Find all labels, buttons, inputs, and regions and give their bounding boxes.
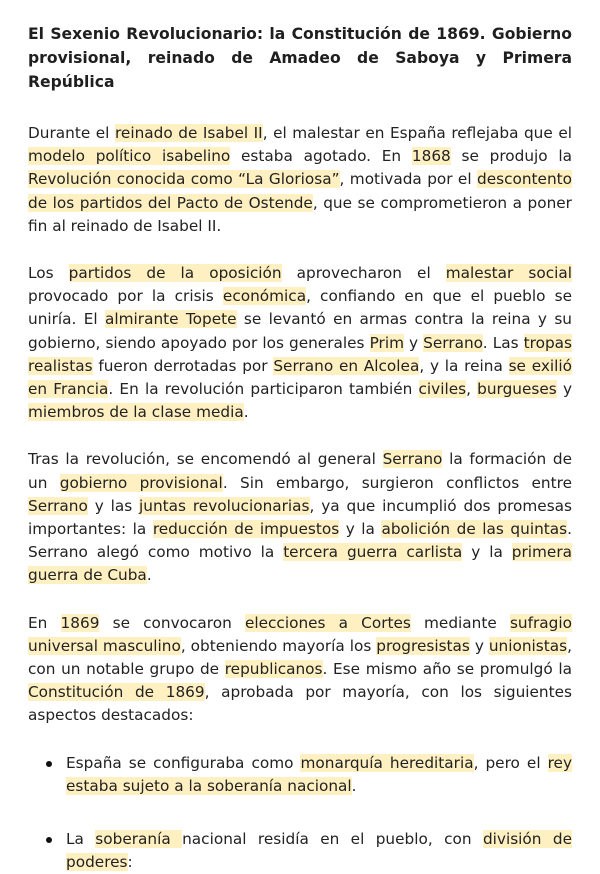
text-run: se levantó en armas contra la reina y su gobierno, siendo apoyado por los generales	[28, 310, 572, 352]
bullet-item-2	[46, 828, 572, 874]
text-run: . Ese mismo año se promulgó la	[322, 660, 572, 679]
highlighted-term: Constitución de 1869	[28, 683, 205, 702]
highlighted-term: gobierno provisional	[59, 473, 223, 492]
text-run: , con un notable grupo de	[28, 636, 572, 679]
highlighted-term: elecciones a Cortes	[244, 613, 411, 632]
text-run: aprovecharon el	[281, 264, 446, 283]
text-run: Tras la revolución, se encomendó al general	[28, 450, 383, 469]
text-run: y	[403, 333, 424, 352]
text-run: fueron derrotadas por	[92, 356, 274, 375]
highlighted-term: reducción de impuestos	[152, 520, 340, 539]
text-run: , obteniendo mayoría los	[180, 636, 377, 655]
highlighted-term: miembros de la clase media	[28, 403, 244, 422]
highlighted-term: malestar social	[445, 264, 573, 283]
highlighted-term: 1869	[60, 613, 100, 632]
paragraph-1	[28, 122, 572, 238]
paragraph-4	[28, 612, 572, 728]
text-run: provocado por la crisis	[28, 287, 223, 306]
text-run: . En la revolución participaron también	[108, 380, 419, 399]
text-run: estaba agotado. En	[230, 147, 412, 166]
text-run: España se configuraba como	[66, 753, 301, 772]
highlighted-term: abolición de las quintas	[381, 520, 568, 539]
text-run: y las	[87, 496, 140, 515]
paragraph-2	[28, 262, 572, 424]
text-run: y	[469, 636, 489, 655]
text-run: . Sin embargo, surgieron conflictos entre	[222, 473, 572, 492]
bullet-dot-icon	[46, 761, 52, 767]
highlighted-term: rey estaba sujeto a la soberanía nacional	[66, 753, 572, 795]
highlighted-term: Revolución conocida como “La Gloriosa”	[28, 170, 340, 189]
highlighted-term: modelo político isabelino	[28, 147, 231, 166]
text-run: , pero el	[473, 753, 548, 772]
highlighted-term: Serrano en Alcolea	[273, 356, 420, 375]
text-run: La	[66, 830, 96, 849]
text-run: , motivada por el	[339, 170, 477, 189]
text-run: , que se comprometieron a poner fin al reinado de Isabel II.	[28, 193, 572, 235]
highlighted-term: Serrano	[423, 333, 483, 352]
highlighted-term: burgueses	[477, 380, 557, 399]
highlighted-term: descontento de los partidos del Pacto de Ostende	[28, 170, 572, 212]
bullet-item-1	[46, 752, 572, 798]
highlighted-term: monarquía hereditaria	[300, 753, 474, 772]
text-run: .	[146, 566, 152, 585]
highlighted-term: primera guerra de Cuba	[28, 543, 573, 585]
highlighted-term: sufragio universal masculino	[28, 613, 572, 655]
document-body	[28, 122, 572, 728]
highlighted-term: partidos de la oposición	[68, 264, 282, 283]
text-run: Durante el	[28, 124, 115, 142]
text-run: . Serrano alegó como motivo la	[28, 520, 572, 562]
highlighted-term: republicanos	[224, 660, 323, 679]
highlighted-term: unionistas	[488, 636, 568, 655]
text-run: nacional residía en el pueblo, con	[182, 830, 483, 849]
bullet-dot-icon	[46, 837, 52, 843]
highlighted-term: Prim	[369, 333, 404, 352]
text-run: . Las	[482, 333, 524, 352]
text-run: .	[351, 776, 357, 795]
text-run: mediante	[410, 613, 510, 632]
text-run: , el malestar en España reflejaba que el	[262, 124, 572, 142]
text-run: y	[556, 380, 572, 399]
highlighted-term: división de poderes	[66, 830, 572, 872]
text-run: , y la reina	[419, 356, 509, 375]
highlighted-term: soberanía	[95, 830, 183, 849]
highlighted-term: civiles	[418, 380, 467, 399]
paragraph-3	[28, 448, 572, 587]
text-run: , aprobada por mayoría, con los siguientes aspectos destacados:	[28, 683, 573, 725]
text-run: , ya que incumplió dos promesas importantes: la	[28, 496, 573, 539]
text-run: y la	[339, 520, 382, 539]
text-run: y la	[462, 543, 512, 562]
highlighted-term: tercera guerra carlista	[283, 543, 463, 562]
text-run: .	[243, 403, 249, 422]
text-run: Los	[28, 264, 69, 283]
text-run: se produjo la	[450, 147, 572, 166]
text-run: :	[127, 853, 133, 872]
document-title: El Sexenio Revolucionario: la Constitución de 1869. Gobierno provisional, reinado de Amadeo de Saboya y Primera República	[28, 25, 572, 91]
bullet-list	[28, 752, 572, 874]
highlighted-term: tropas realistas	[28, 333, 573, 375]
highlighted-term: económica	[222, 287, 307, 306]
highlighted-term: se exilió en Francia	[28, 356, 573, 399]
text-run: la formación de un	[28, 450, 572, 492]
highlighted-term: 1868	[411, 147, 451, 166]
highlighted-term: Serrano	[28, 496, 88, 515]
text-run: se convocaron	[99, 613, 245, 632]
highlighted-term: progresistas	[376, 636, 470, 655]
highlighted-term: Serrano	[382, 450, 443, 469]
highlighted-term: juntas revolucionarias	[139, 496, 310, 515]
highlighted-term: almirante Topete	[105, 310, 237, 329]
text-run: ,	[466, 380, 478, 399]
highlighted-term: reinado de Isabel II	[114, 124, 263, 142]
text-run: En	[28, 613, 61, 632]
text-run: , confiando en que el pueblo se uniría. El	[28, 287, 573, 329]
